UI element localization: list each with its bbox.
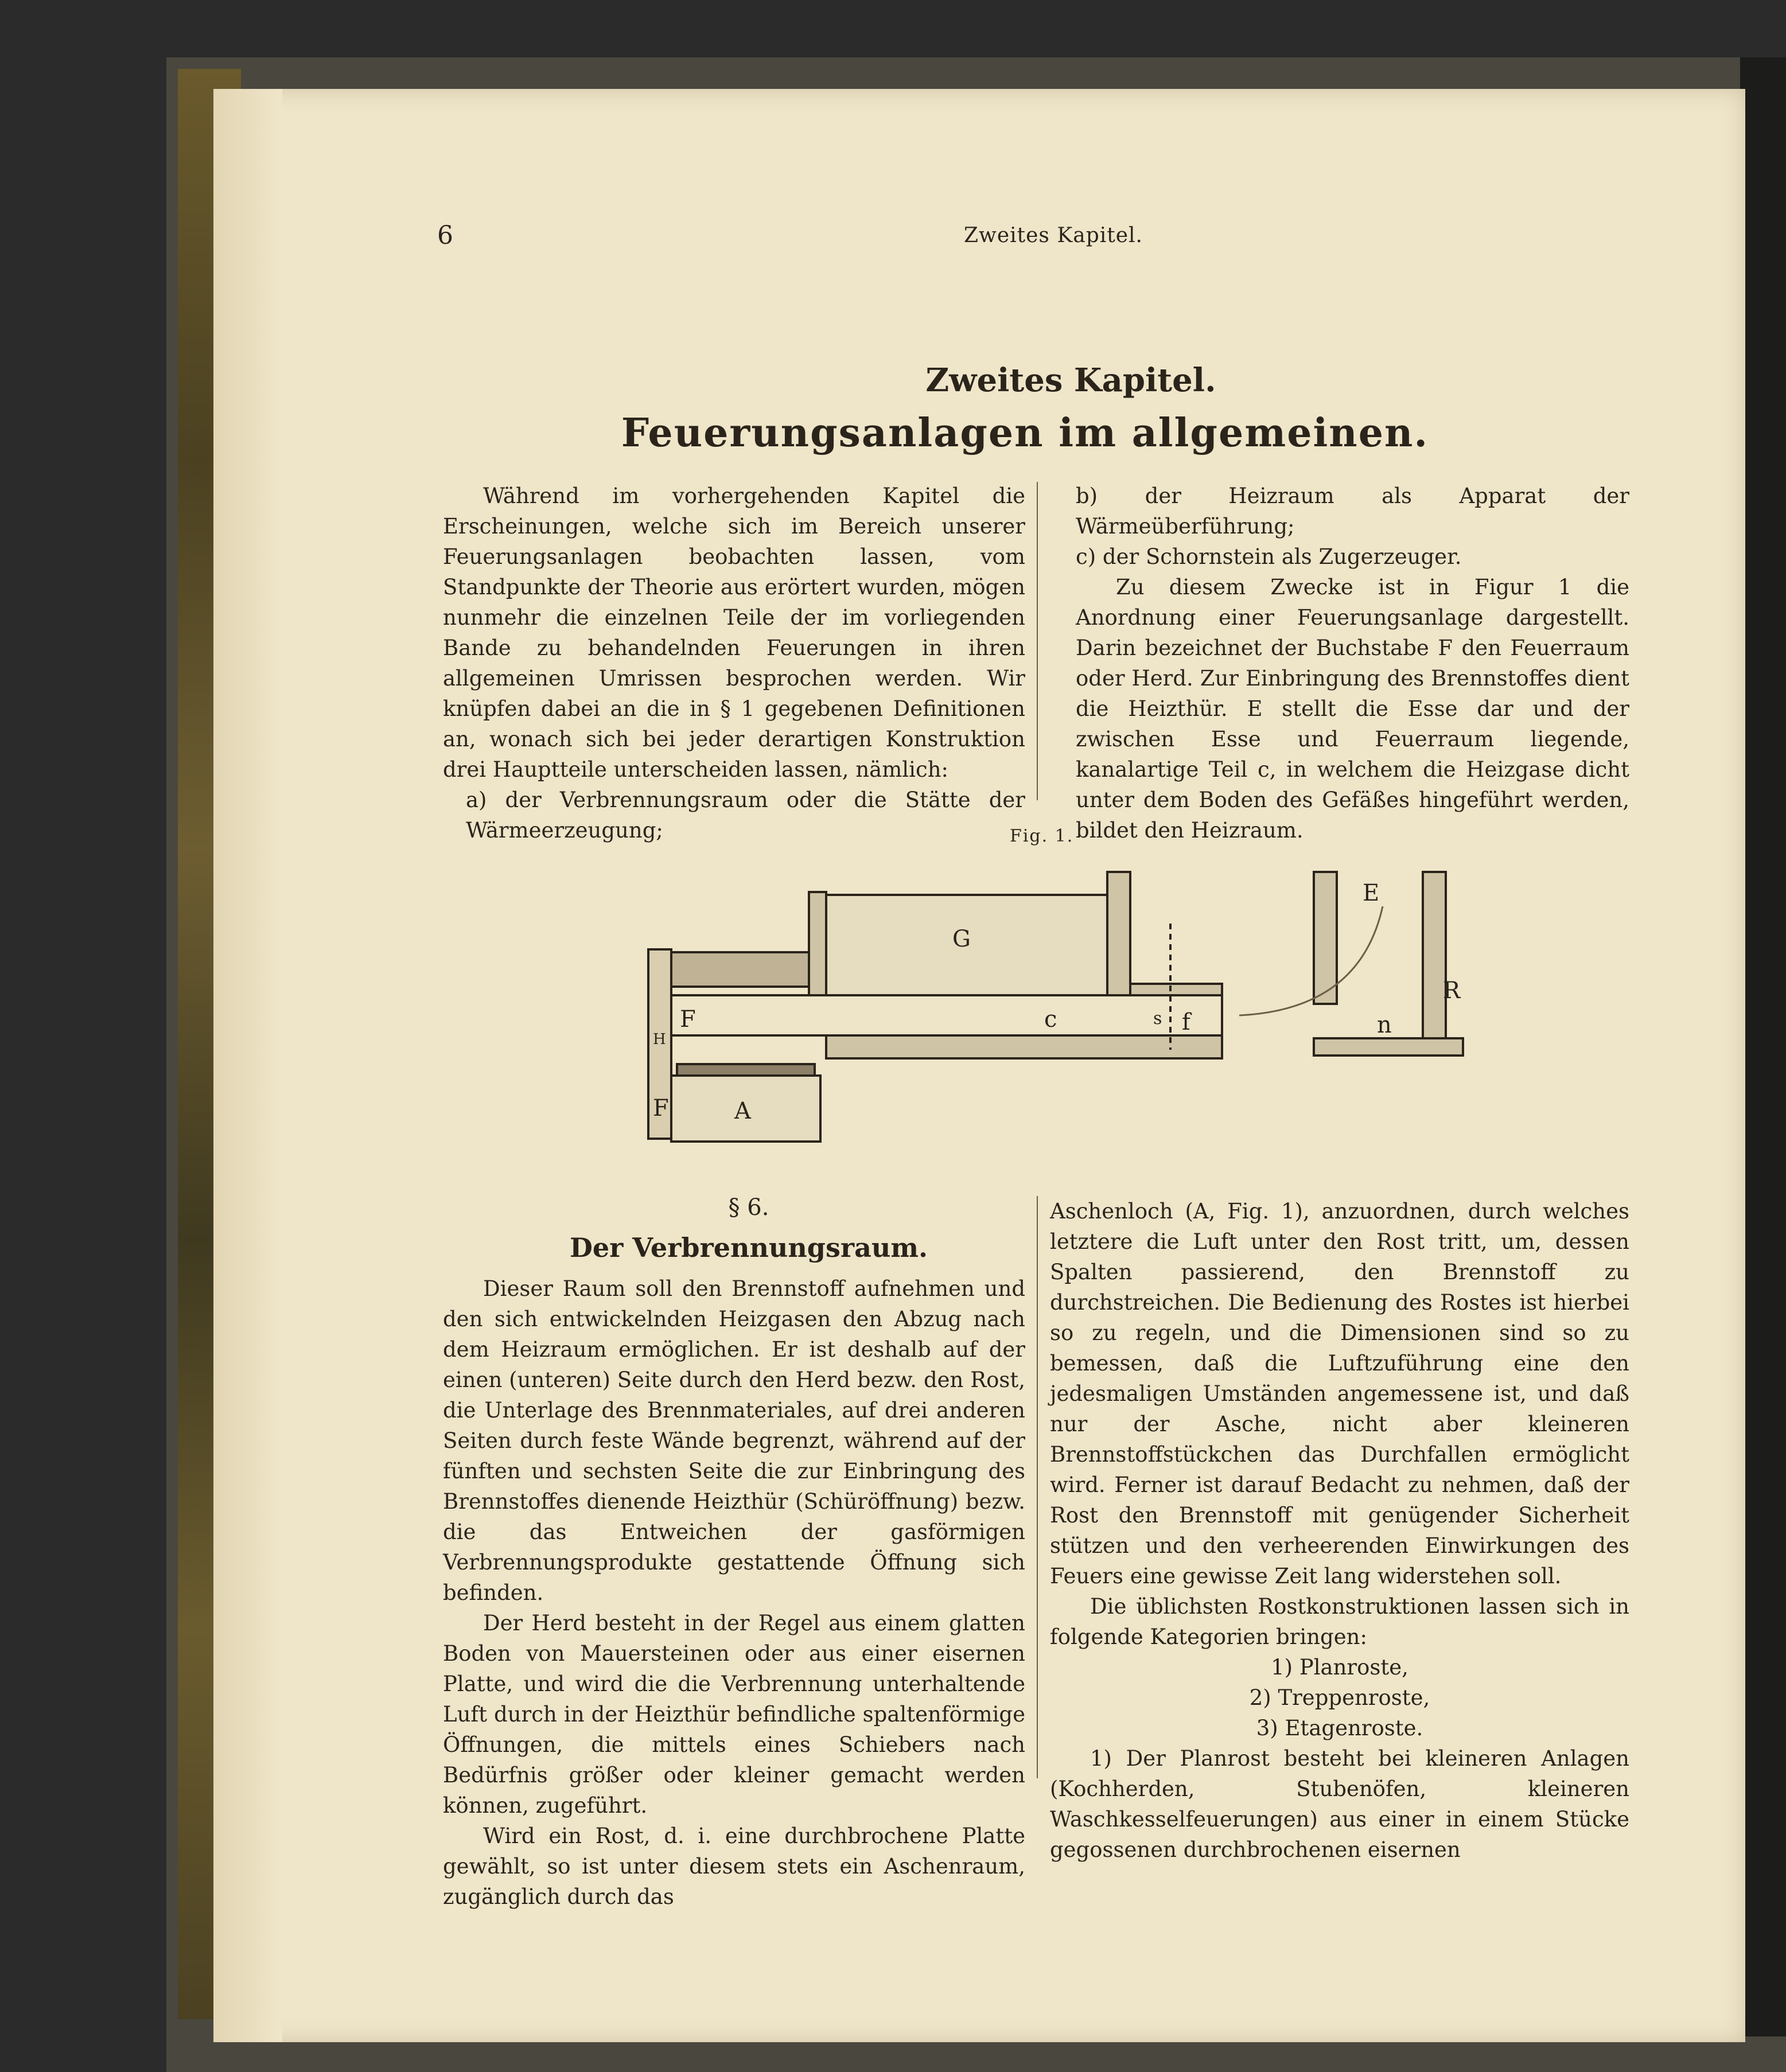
fig-label-g: G xyxy=(952,926,971,952)
section-title xyxy=(0,1232,928,1263)
grate-list-item: 2) Treppenroste, xyxy=(1249,1685,1430,1710)
fig-label-a: A xyxy=(734,1098,751,1124)
list-item-b: b) der Heizraum als Apparat der Wärmeüberführung; xyxy=(1076,484,1629,539)
body-paragraph-3: Wird ein Rost, d. i. eine durchbrochene Platte gewählt, so ist unter diesem stets ein Aschenraum, zugänglich durch das xyxy=(443,1824,1025,1909)
chimney-right-wall xyxy=(1423,872,1446,1038)
intro-right-column xyxy=(1076,481,1629,846)
section-number xyxy=(0,1194,769,1221)
fig-label-r: R xyxy=(1443,977,1461,1004)
channel-c xyxy=(671,995,1222,1035)
body-left-column xyxy=(443,1273,1025,1912)
body-right-paragraph-3: 1) Der Planrost besteht bei kleineren Anlagen (Kochherden, Stubenöfen, kleineren Waschkesselfeuerungen) aus einer in einem Stücke gegossenen durchbrochenen eisernen xyxy=(1050,1746,1629,1862)
section-number-text: § 6. xyxy=(728,1194,769,1221)
chimney-left-wall xyxy=(1314,872,1337,1004)
body-right-column xyxy=(1050,1196,1629,1865)
fig-label-n: n xyxy=(1377,1012,1392,1038)
page-number: 6 xyxy=(437,221,453,250)
grate-list-item: 3) Etagenroste. xyxy=(1256,1716,1423,1740)
chapter-title-text: Feuerungsanlagen im allgemeinen. xyxy=(621,410,1429,456)
running-title: Zweites Kapitel. xyxy=(964,224,1143,247)
chapter-label xyxy=(0,361,1786,399)
body-paragraph-2: Der Herd besteht in der Regel aus einem glatten Boden von Mauersteinen oder aus einer eisernen Platte, und wird die die Verbrennung unterhaltende Luft durch in der Heizthür befindliche spaltenförmige Öffnungen, die mittels eines Schiebers nach Bedürfnis größer oder kleiner gemacht werden können, zugeführt. xyxy=(443,1611,1025,1818)
fig-label-s: s xyxy=(1153,1008,1162,1029)
chapter-label-text: Zweites Kapitel. xyxy=(925,361,1216,399)
channel-floor xyxy=(826,1035,1222,1058)
fig-label-f-bottom: F xyxy=(653,1095,669,1121)
intro-paragraph: Während im vorhergehenden Kapitel die Erscheinungen, welche sich im Bereich unserer Feuerungsanlagen beobachten lassen, vom Standpunkte der Theorie aus erörtert wurden, mögen nunmehr die einzelnen Teile der im vorliegenden Bande zu behandelnden Feuerungen in ihren allgemeinen Umrissen besprochen werden. Wir knüpfen dabei an die in § 1 gegebenen Definitionen an, wonach sich bei jeder derartigen Konstruktion drei Hauptteile unterscheiden lassen, nämlich: xyxy=(443,484,1025,782)
intro-left-column xyxy=(443,481,1025,846)
body-right-paragraph-2: Die üblichsten Rostkonstruktionen lassen sich in folgende Kategorien bringen: xyxy=(1050,1594,1629,1649)
chimney-base xyxy=(1314,1038,1463,1056)
furnace-diagram xyxy=(597,860,1486,1179)
fig-label-h: H xyxy=(653,1031,666,1048)
furnace-top-coal-layer xyxy=(671,952,809,987)
figure-description-paragraph: Zu diesem Zwecke ist in Figur 1 die Anordnung einer Feuerungsanlage dargestellt. Darin bezeichnet der Buchstabe F den Feuerraum oder Herd. Zur Einbringung des Brennstoffes dient die Heizthür. E stellt die Esse dar und der zwischen Esse und Feuerraum liegende, kanalartige Teil c, in welchem die Heizgase dicht unter dem Boden des Gefäßes hingeführt werden, bildet den Heizraum. xyxy=(1076,575,1629,843)
column-divider-bottom xyxy=(1037,1196,1038,1778)
chapter-title xyxy=(0,410,1786,456)
flue-gas-flow xyxy=(1239,906,1383,1015)
body-right-paragraph-1: Aschenloch (A, Fig. 1), anzuordnen, durch welches letztere die Luft unter den Rost tritt, um, dessen Spalten passierend, den Brennstoff zu durchstreichen. Die Bedienung des Rostes ist hierbei so zu regeln, und die Dimensionen sind so zu bemessen, daß die Luftzuführung eine den jedesmaligen Umständen angemessene ist, und daß nur der Asche, nicht aber kleineren Brennstoffstückchen das Durchfallen ermöglicht wird. Ferner ist darauf Bedacht zu nehmen, daß der Rost den Brennstoff mit genügender Sicherheit stützen und den verheerenden Einwirkungen des Feuers eine gewisse Zeit lang widerstehen soll. xyxy=(1050,1199,1629,1588)
figure-caption: Fig. 1. xyxy=(1010,826,1074,846)
section-title-text: Der Verbrennungsraum. xyxy=(569,1232,928,1263)
column-divider-top xyxy=(1037,482,1038,800)
fig-label-f-top: F xyxy=(680,1006,696,1033)
grate-list-item: 1) Planroste, xyxy=(1271,1655,1408,1680)
book-cover-edge xyxy=(1740,57,1786,2036)
body-paragraph-1: Dieser Raum soll den Brennstoff aufnehmen und den sich entwickelnden Heizgasen den Abzug nach dem Heizraum ermöglichen. Er ist deshalb auf der einen (unteren) Seite durch den Herd bezw. den Rost, die Unterlage des Brennmateriales, auf drei anderen Seiten durch feste Wände begrenzt, während auf der fünften und sechsten Seite die zur Einbringung des Brennstoffes dienende Heizthür (Schüröffnung) bezw. die das Entweichen der gasförmigen Verbrennungsprodukte gestattende Öffnung sich befinden. xyxy=(443,1276,1025,1605)
grate xyxy=(677,1064,815,1076)
fig-label-c: c xyxy=(1044,1006,1057,1033)
list-item-c: c) der Schornstein als Zugerzeuger. xyxy=(1076,544,1462,569)
list-item-a: a) der Verbrennungsraum oder die Stätte der Wärmeerzeugung; xyxy=(466,788,1025,843)
fig-label-f-flue: f xyxy=(1182,1009,1190,1035)
fig-label-e: E xyxy=(1363,880,1380,906)
